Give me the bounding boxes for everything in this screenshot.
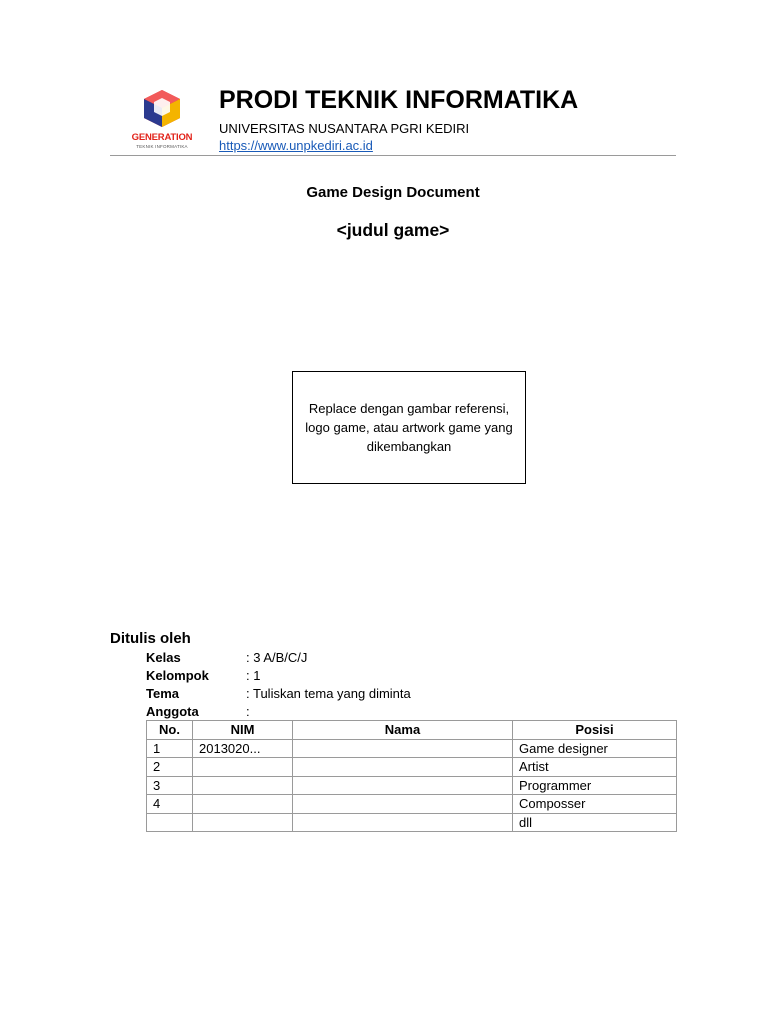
cell-posisi: Artist (513, 758, 677, 777)
cell-nim (193, 795, 293, 814)
cell-nama (293, 739, 513, 758)
column-header-nim: NIM (193, 721, 293, 740)
field-value: : Tuliskan tema yang diminta (246, 686, 411, 701)
cell-posisi: dll (513, 813, 677, 832)
cell-no (147, 813, 193, 832)
table-row (147, 739, 677, 758)
column-header-nama: Nama (293, 721, 513, 740)
table-header-row (147, 721, 677, 740)
table-row (147, 758, 677, 777)
document-title: Game Design Document (306, 184, 480, 201)
cell-no: 4 (147, 795, 193, 814)
image-placeholder-box (292, 371, 526, 484)
cell-nama (293, 813, 513, 832)
cell-nim (193, 813, 293, 832)
cell-no: 1 (147, 739, 193, 758)
cell-nim (193, 776, 293, 795)
members-table (146, 720, 677, 832)
prodi-logo (124, 88, 200, 154)
hexagon-logo-icon (124, 88, 200, 134)
field-value: : 3 A/B/C/J (246, 650, 308, 665)
cell-nim (193, 758, 293, 777)
field-label: Kelas (146, 650, 181, 665)
authors-heading: Ditulis oleh (110, 630, 191, 647)
cell-nama (293, 776, 513, 795)
column-header-posisi: Posisi (513, 721, 677, 740)
field-value: : 1 (246, 668, 261, 683)
logo-wordmark: GENERATION (131, 132, 193, 143)
column-header-no: No. (147, 721, 193, 740)
field-label: Anggota (146, 704, 199, 719)
cell-nama (293, 758, 513, 777)
cell-no: 2 (147, 758, 193, 777)
university-name: UNIVERSITAS NUSANTARA PGRI KEDIRI (219, 121, 470, 136)
logo-subtitle: TEKNIK INFORMATIKA (136, 144, 188, 149)
table-row (147, 813, 677, 832)
game-title: <judul game> (336, 220, 450, 240)
university-link[interactable]: https://www.unpkediri.ac.id (219, 138, 373, 153)
field-label: Tema (146, 686, 179, 701)
cell-posisi: Programmer (513, 776, 677, 795)
field-label: Kelompok (146, 668, 209, 683)
table-row (147, 795, 677, 814)
cell-nama (293, 795, 513, 814)
page-title: PRODI TEKNIK INFORMATIKA (219, 86, 579, 114)
header-divider (110, 155, 676, 156)
cell-posisi: Game designer (513, 739, 677, 758)
placeholder-text: Replace dengan gambar referensi, logo game, atau artwork game yang dikembangkan (305, 401, 513, 454)
cell-no: 3 (147, 776, 193, 795)
cell-nim: 2013020... (193, 739, 293, 758)
table-row (147, 776, 677, 795)
cell-posisi: Composser (513, 795, 677, 814)
field-value: : (246, 704, 250, 719)
